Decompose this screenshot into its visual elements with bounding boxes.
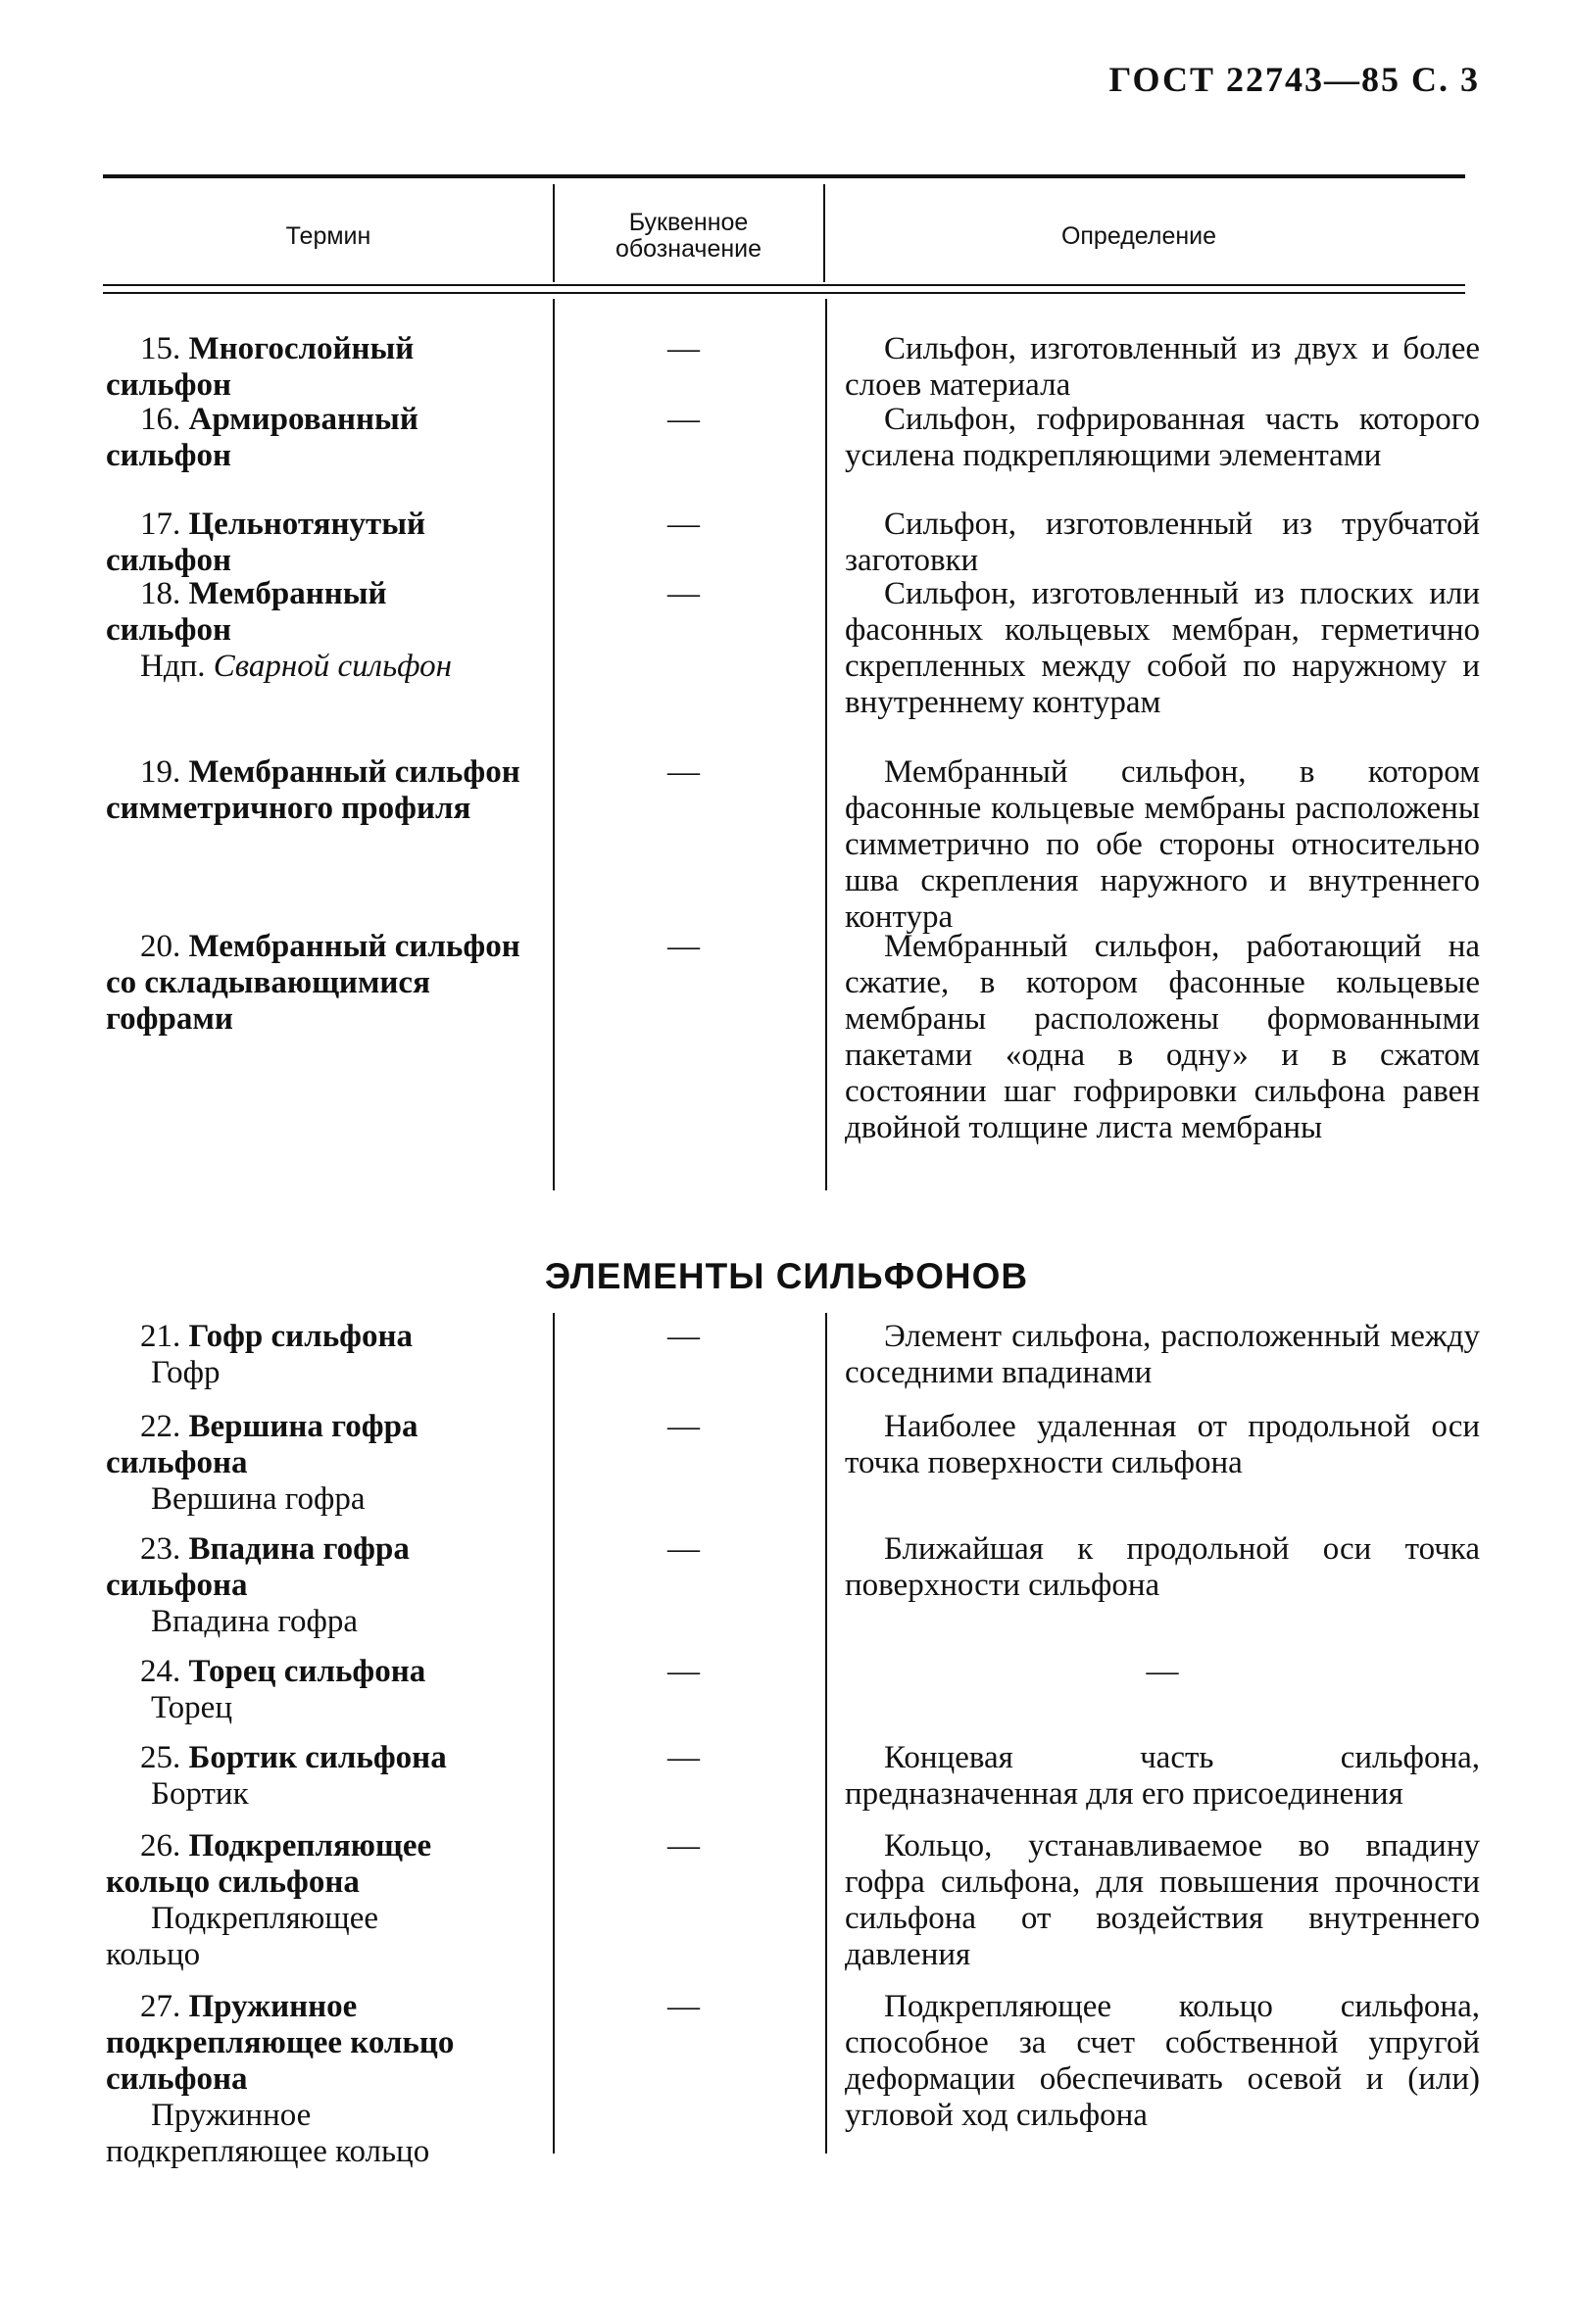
- term-number: 27.: [140, 1989, 181, 2024]
- definition-16: Сильфон, гофрированная часть которого усилена подкрепляющими элементами: [845, 402, 1480, 473]
- symbol-22: —: [667, 1409, 700, 1444]
- term-text: Мембранный: [188, 576, 387, 611]
- term-text-cont: сильфон: [106, 438, 231, 473]
- symbol-17: —: [667, 507, 700, 542]
- term-text-cont: сильфон: [106, 367, 231, 403]
- definition-21: Элемент сильфона, расположенный между соседними впадинами: [845, 1319, 1480, 1390]
- term-number: 25.: [140, 1740, 181, 1775]
- definition-27: Подкрепляющее кольцо сильфона, способное за счет собственной упругой деформации обеспечивать осевой и (или) угловой ход сильфона: [845, 1989, 1480, 2133]
- definition-18: Сильфон, изготовленный из плоских или фасонных кольцевых мембран, герметично скрепленных между собой по наружному и внутреннему контурам: [845, 576, 1480, 720]
- symbol-27: —: [667, 1989, 700, 2024]
- header-divider-2: [823, 184, 825, 282]
- symbol-18: —: [667, 576, 700, 611]
- term-short: Подкрепляющее кольцо: [106, 1901, 379, 1972]
- symbol-24: —: [667, 1654, 700, 1689]
- term-text: Торец сильфона: [188, 1654, 426, 1689]
- column-divider-4: [825, 1313, 827, 2154]
- term-text: Подкрепляющее кольцо сильфона: [106, 1828, 432, 1900]
- term-number: 23.: [140, 1531, 181, 1567]
- column-header-symbol-line1: Буквенное: [628, 209, 749, 236]
- term-number: 20.: [140, 929, 181, 964]
- term-23: [106, 1531, 537, 1640]
- term-15: [106, 331, 537, 404]
- term-text: Мембранный сильфон симметричного профиля: [106, 754, 520, 826]
- term-text: Армированный: [188, 402, 418, 437]
- header-rule-2: [103, 292, 1465, 294]
- term-24: [106, 1654, 537, 1726]
- symbol-26: —: [667, 1828, 700, 1864]
- term-number: 17.: [140, 507, 181, 542]
- column-divider-1: [553, 299, 555, 1190]
- term-text-cont: сильфон: [106, 543, 231, 578]
- term-26: [106, 1828, 527, 1973]
- term-text-cont: сильфон: [106, 612, 231, 648]
- term-16: [106, 402, 537, 474]
- term-short: Впадина гофра: [151, 1604, 359, 1639]
- column-divider-2: [825, 299, 827, 1190]
- term-number: 24.: [140, 1654, 181, 1689]
- term-text: Бортик сильфона: [188, 1740, 447, 1775]
- term-short: Бортик: [151, 1776, 249, 1812]
- term-number: 15.: [140, 331, 181, 366]
- definition-17: Сильфон, изготовленный из трубчатой заготовки: [845, 507, 1480, 578]
- ndp-term: Сварной сильфон: [213, 649, 452, 684]
- symbol-19: —: [667, 754, 700, 790]
- definition-25: Концевая часть сильфона, предназначенная для его присоединения: [845, 1740, 1480, 1812]
- term-number: 18.: [140, 576, 181, 611]
- term-17: [106, 507, 537, 579]
- symbol-21: —: [667, 1319, 700, 1354]
- term-short: Вершина гофра: [151, 1481, 366, 1517]
- column-divider-3: [553, 1313, 555, 2154]
- symbol-20: —: [667, 929, 700, 964]
- term-number: 26.: [140, 1828, 181, 1864]
- table-top-rule: [103, 174, 1465, 178]
- definition-26: Кольцо, устанавливаемое во впадину гофра сильфона, для повышения прочности сильфона от воздействия внутреннего давления: [845, 1828, 1480, 1972]
- definition-22: Наиболее удаленная от продольной оси точка поверхности сильфона: [845, 1409, 1480, 1480]
- term-text: Цельнотянутый: [188, 507, 425, 542]
- term-18: [106, 576, 537, 685]
- term-text: Вершина гофра сильфона: [106, 1409, 418, 1480]
- symbol-25: —: [667, 1740, 700, 1775]
- term-21: [106, 1319, 537, 1391]
- term-text: Впадина гофра сильфона: [106, 1531, 410, 1603]
- symbol-23: —: [667, 1531, 700, 1567]
- ndp-label: Ндп.: [140, 649, 206, 684]
- definition-20: Мембранный сильфон, работающий на сжатие, в котором фасонные кольцевые мембраны расположены формованными пакетами «одна в одну» и в сжатом состоянии шаг гофрировки сильфона равен двойной толщине листа мембраны: [845, 929, 1480, 1145]
- column-header-symbol-line2: обозначение: [614, 235, 762, 263]
- term-number: 16.: [140, 402, 181, 437]
- term-text: Мембранный сильфон со складывающимися гофрами: [106, 929, 520, 1037]
- term-text: Гофр сильфона: [188, 1319, 414, 1354]
- term-short: Гофр: [151, 1355, 221, 1390]
- term-text: Пружинное подкрепляющее кольцо сильфона: [106, 1989, 455, 2097]
- term-25: [106, 1740, 537, 1813]
- page-header: ГОСТ 22743—85 С. 3: [1108, 60, 1480, 99]
- symbol-15: —: [667, 331, 700, 366]
- column-header-definition: Определение: [1060, 222, 1217, 250]
- definition-23: Ближайшая к продольной оси точка поверхности сильфона: [845, 1531, 1480, 1603]
- definition-24: —: [1146, 1654, 1179, 1689]
- term-19: [106, 754, 547, 827]
- definition-19: Мембранный сильфон, в котором фасонные кольцевые мембраны расположены симметрично по обе стороны относительно шва скрепления наружного и внутреннего контура: [845, 754, 1480, 935]
- term-short: Пружинное подкрепляющее кольцо: [106, 2098, 430, 2169]
- term-number: 21.: [140, 1319, 181, 1354]
- header-divider-1: [553, 184, 555, 282]
- definition-15: Сильфон, изготовленный из двух и более слоев материала: [845, 331, 1480, 403]
- term-text: Многослойный: [188, 331, 415, 366]
- header-rule-1: [103, 284, 1465, 286]
- section-title: ЭЛЕМЕНТЫ СИЛЬФОНОВ: [544, 1256, 1029, 1296]
- term-short: Торец: [151, 1690, 232, 1725]
- term-20: [106, 929, 547, 1038]
- term-number: 22.: [140, 1409, 181, 1444]
- term-22: [106, 1409, 537, 1518]
- term-27: [106, 1989, 537, 2170]
- term-number: 19.: [140, 754, 181, 790]
- column-header-symbol: [554, 210, 823, 263]
- column-header-term: Термин: [285, 222, 371, 250]
- symbol-16: —: [667, 402, 700, 437]
